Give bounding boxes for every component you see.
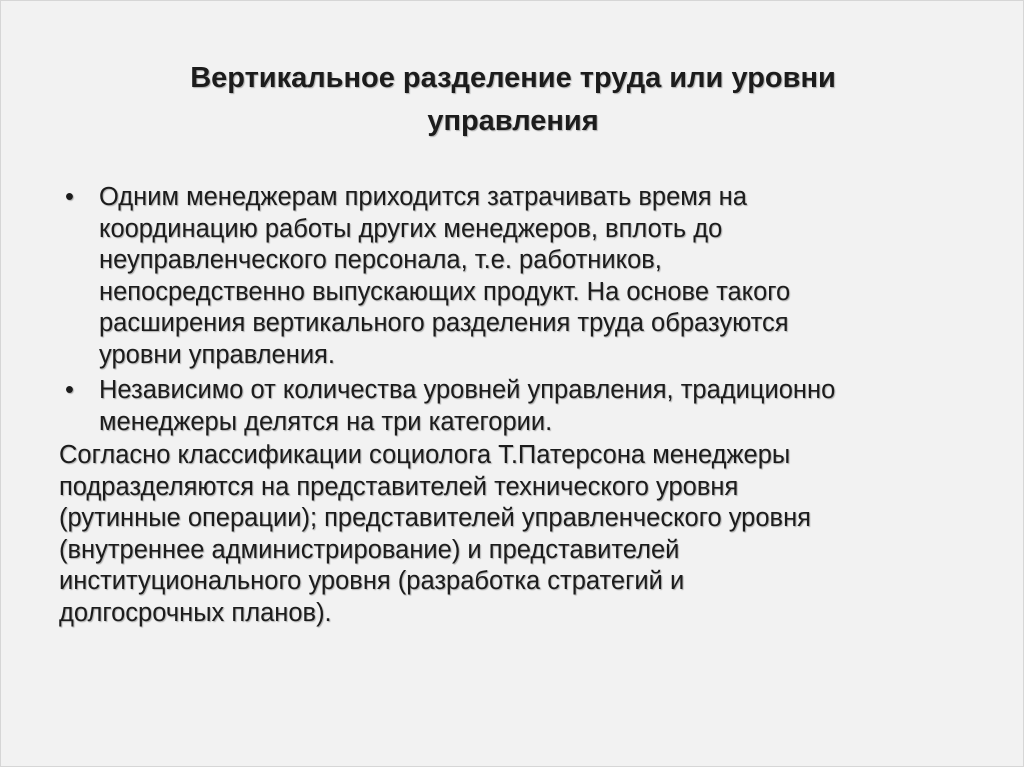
slide-title-line: управления [427,105,599,137]
bullet-line: неуправленческого персонала, т.е. работников, [99,246,662,274]
slide-title-line: Вертикальное разделение труда или уровни [190,62,836,94]
paragraph-line: долгосрочных планов). [59,598,332,627]
slide-body [59,182,959,629]
bullet-line: уровни управления. [99,340,335,369]
slide-title [101,57,925,143]
bullet-line: Одним менеджерам приходится затрачивать время на [99,183,747,211]
bullet-line: расширения вертикального разделения труда образуются [99,309,789,337]
bullet-line: непосредственно выпускающих продукт. На основе такого [99,277,791,306]
bullet-line: координацию работы других менеджеров, вплоть до [99,214,723,243]
paragraph-line: (рутинные операции); представителей управленческого уровня [59,504,811,532]
paragraph-line: институционального уровня (разработка стратегий и [59,567,685,595]
paragraph-line: подразделяются на представителей технического уровня [59,472,739,501]
bullet-item [59,182,959,371]
paragraph-line: (внутреннее администрирование) и представителей [59,535,680,564]
bullet-line: Независимо от количества уровней управления, традиционно [99,376,836,404]
bullet-dot-icon: • [65,183,74,211]
bullet-item [59,375,959,438]
classification-paragraph [59,440,959,629]
bullet-line: менеджеры делятся на три категории. [99,407,553,436]
paragraph-line: Согласно классификации социолога Т.Патерсона менеджеры [59,441,791,469]
bullet-dot-icon: • [65,376,74,404]
